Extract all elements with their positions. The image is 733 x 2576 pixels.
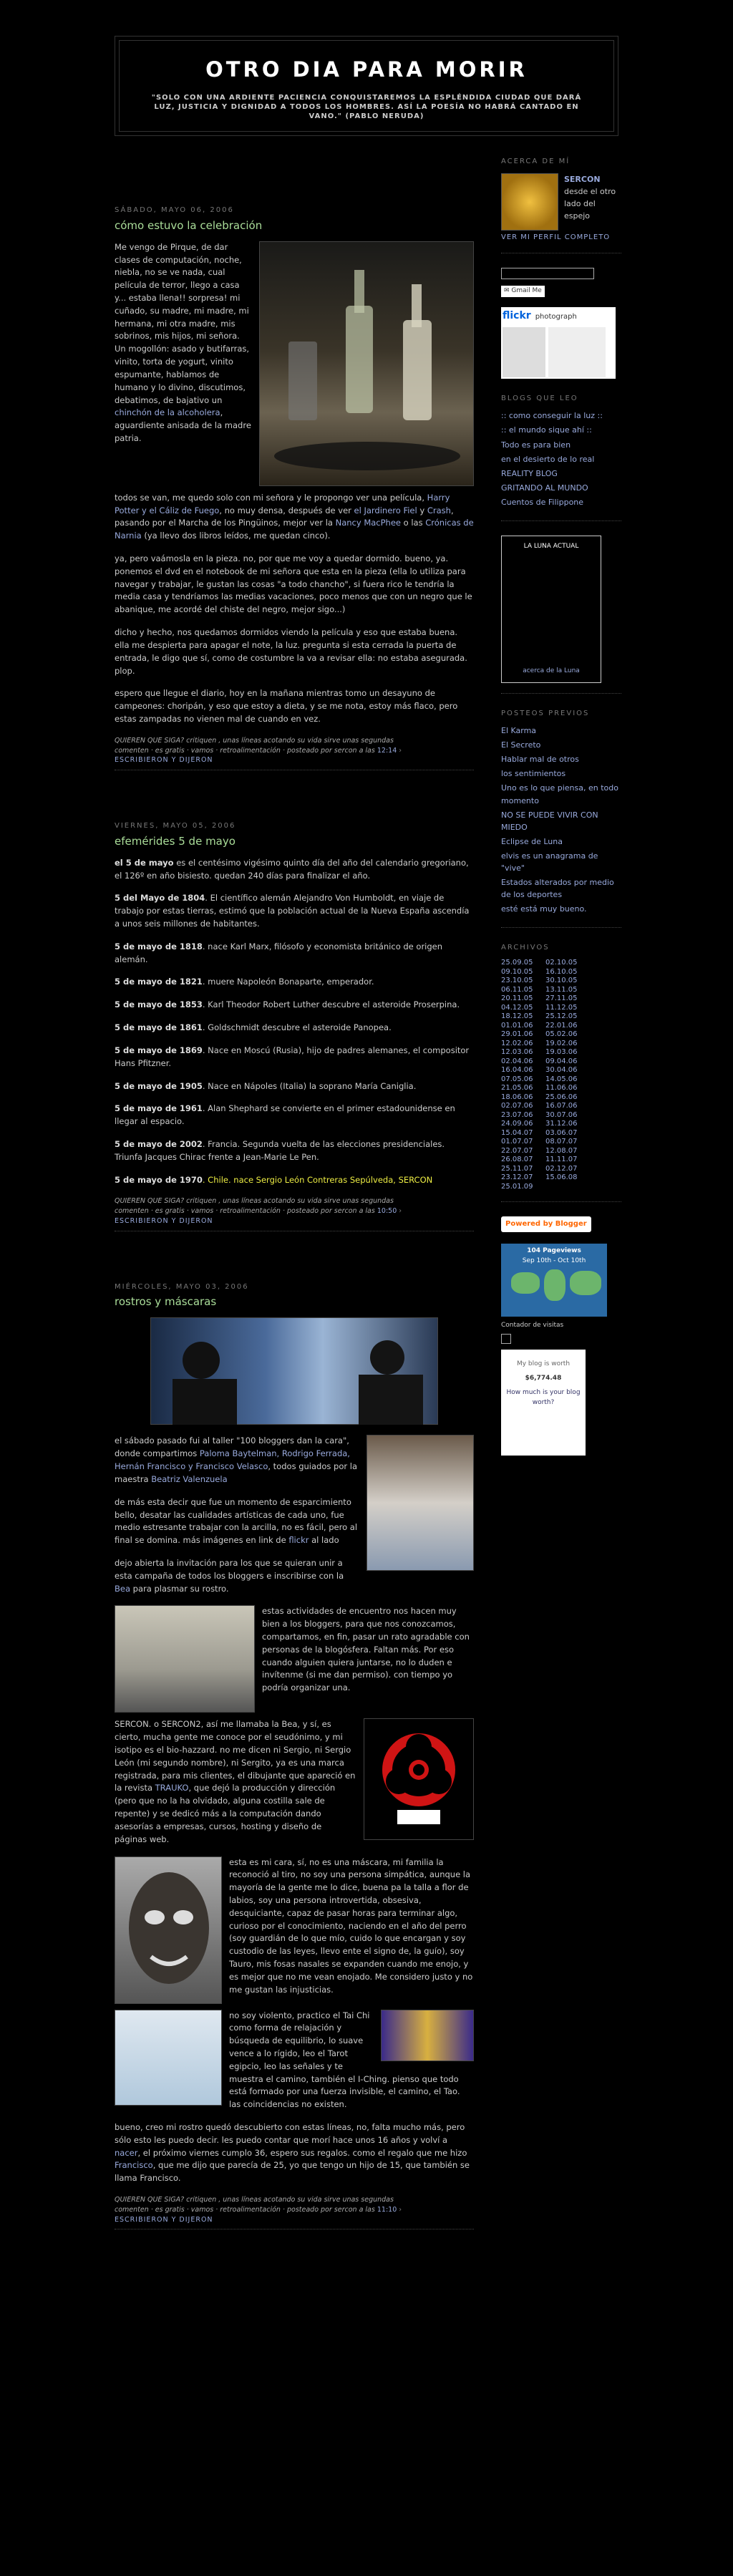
flickr-link[interactable]: flickr xyxy=(288,1535,309,1546)
archive-link[interactable]: 15.04.07 xyxy=(501,1128,533,1137)
archive-link[interactable]: 09.10.05 xyxy=(501,967,533,976)
post-link[interactable]: chinchón de la alcoholera xyxy=(115,407,220,418)
post-link[interactable]: Paloma Baytelman, Rodrigo Ferrada, Hernán Francisco y Francisco Velasco xyxy=(115,1448,350,1472)
post-footer-tags: comenten · es gratis · vamos · retroalimentación · posteado por sercon a las xyxy=(115,1207,375,1216)
sidebar xyxy=(501,156,621,1456)
post-body xyxy=(115,1317,474,2185)
post-paragraph: no soy violento, practico el Tai Chi como forma de relajación y búsqueda de equilibrio, lo suave vence a lo rígido, leo el Tarot egipcio, leo las señales y te muestra el camino, también el I-Ching. pienso que todo está formado por una fuerza invisible, el camino, el Tao. las coincidencias no existen. xyxy=(229,2010,460,2110)
ephemeris-text: . Nace en Nápoles (Italia) la soprano María Caniglia. xyxy=(202,1080,417,1091)
pageviews-count: 104 Pageviews xyxy=(527,1246,581,1254)
ephemeris-text: . Karl Theodor Robert Luther descubre el asteroide Proserpina. xyxy=(202,999,460,1010)
tarot-photo[interactable] xyxy=(381,2010,474,2061)
bloggers-photo[interactable] xyxy=(115,1605,255,1713)
post-paragraph: bueno, creo mi rostro quedó descubierto con estas líneas, no, falta mucho más, pero sólo esto les puedo decir. les puedo contar que morí hace unos 16 años y volví a xyxy=(115,2122,465,2145)
archive-link[interactable]: 02.04.06 xyxy=(501,1057,533,1065)
map-land xyxy=(570,1271,601,1295)
blogs-section xyxy=(501,393,621,521)
post-body xyxy=(115,241,474,726)
date-header: SÁBADO, MAYO 06, 2006 xyxy=(115,206,234,214)
ephemeris-text: . El científico alemán Alejandro Von Humboldt, en viaje de trabajo por estas tierras, estimó que la población actual de la Nueva España ascendía a unos seis millones de habitantes. xyxy=(115,893,470,929)
archive-link[interactable]: 02.10.05 xyxy=(545,959,578,967)
ephemeris-text: . Alan Shephard se convierte en el primer estadounidense en llegar al espacio. xyxy=(115,1103,455,1127)
blogs-list xyxy=(501,410,621,508)
post-time-link[interactable]: 10:50 xyxy=(377,1207,397,1216)
ephemeris-date: 5 de mayo de 1818 xyxy=(115,941,203,952)
post-footer: QUIEREN QUE SIGA? critiquen , unas líneas acotando su vida sirve unas segundas comenten · es gratis · vamos · retroalimentación · posteado por sercon a las 10:50 › ESCRIBIERON Y DIJERON xyxy=(115,1196,474,1231)
archive-link[interactable]: 03.06.07 xyxy=(545,1128,578,1137)
ephemeris-date: 5 de mayo de 1853 xyxy=(115,999,203,1010)
post-text: al lado xyxy=(311,1535,339,1546)
comments-link[interactable]: ESCRIBIERON Y DIJERON xyxy=(115,1216,213,1225)
post-title[interactable]: efemérides 5 de mayo xyxy=(115,834,236,848)
powered-by-blogger[interactable] xyxy=(501,1216,621,1232)
ephemeris-text: . nace Karl Marx, filósofo y economista británico de origen alemán. xyxy=(115,941,443,964)
post-text: , no muy densa, después de ver xyxy=(219,505,351,515)
widgets xyxy=(501,268,621,379)
comments-link[interactable]: ESCRIBIERON Y DIJERON xyxy=(115,756,213,765)
archive-link[interactable]: 16.07.06 xyxy=(545,1102,578,1110)
map-land xyxy=(511,1272,540,1294)
flickr-logo: flickr xyxy=(503,309,531,321)
post-link[interactable]: nacer xyxy=(115,2147,138,2158)
post-paragraph: Me vengo de Pirque, de dar clases de computación, noche, niebla, no se ve nada, cual película de terror, llego a casa y... estaba llena!! sorpresa! mi cuñado, su madre, mi madre, mi hermana, mi otra madre, mis sobrinos, mis hijos, mi señora. Un mogollón: asado y butifarras, vinito, torta de yogurt, vinito espumante, hablamos de humano y lo divino, discutimos, debatimos, de bajativo un xyxy=(115,241,250,405)
post-footer-line: QUIEREN QUE SIGA? critiquen , unas líneas acotando su vida sirve unas segundas xyxy=(115,1197,394,1206)
post-footer-tags: comenten · es gratis · vamos · retroalimentación · posteado por sercon a las xyxy=(115,746,375,755)
post-link[interactable]: Francisco xyxy=(115,2160,153,2171)
post-paragraph: estas actividades de encuentro nos hacen muy bien a los bloggers, para que nos conozcamos, compartamos, en fin, pasar un rato agradable con personas de la blogósfera. Faltan más. Por eso cuando alguien quiera juntarse, no lo duden e invítenme (si me dan permiso). con tiempo yo podría organizar una. xyxy=(262,1606,470,1693)
ephemeris-date: 5 de mayo de 1821 xyxy=(115,977,203,987)
archives-section xyxy=(501,942,621,1203)
blog-worth-link[interactable]: How much is your blog worth? xyxy=(506,1388,581,1406)
previous-post-link[interactable]: los sentimientos xyxy=(501,769,566,779)
previous-posts-list xyxy=(501,725,621,915)
post-footer-line: QUIEREN QUE SIGA? critiquen , unas líneas acotando su vida sirve unas segundas xyxy=(115,736,394,745)
moon-widget[interactable] xyxy=(501,536,601,683)
biohazard-icon xyxy=(376,1725,462,1833)
workshop-photo-art xyxy=(151,1317,437,1425)
post-text: , pasando por el Marcha de los Pingüinos, mejor ver la xyxy=(115,505,454,528)
blog-title[interactable]: OTRO DIA PARA MORIR xyxy=(205,57,528,82)
counter-label: Contador de visitas xyxy=(501,1321,564,1329)
archive-link[interactable]: 15.06.08 xyxy=(545,1173,578,1182)
archive-link[interactable]: 02.07.06 xyxy=(501,1102,533,1110)
post-link[interactable]: Nancy MacPhee xyxy=(335,518,401,528)
profile-name[interactable]: SERCON xyxy=(564,174,601,184)
archive-link[interactable]: 23.12.07 xyxy=(501,1173,533,1182)
archive-link[interactable]: 12.02.06 xyxy=(501,1039,533,1047)
flickr-badge[interactable] xyxy=(501,307,616,379)
archive-link[interactable]: 25.09.05 xyxy=(501,959,533,967)
archive-link[interactable]: 11.06.06 xyxy=(545,1084,578,1093)
ephemeris-date: 5 del Mayo de 1804 xyxy=(115,893,205,904)
archive-link[interactable]: 07.05.06 xyxy=(501,1075,533,1083)
ephemeris-text: es el centésimo vigésimo quinto día del año del calendario gregoriano, el 126º en año bisiesto. quedan 240 días para finalizar el año. xyxy=(115,857,469,881)
post xyxy=(115,205,474,770)
comments-link[interactable]: ESCRIBIERON Y DIJERON xyxy=(115,2215,213,2224)
ephemeris-text: . Nace en Moscú (Rusia), hijo de padres alemanes, el compositor Hans Pfitzner. xyxy=(115,1045,470,1068)
post-paragraph: de más esta decir que fue un momento de esparcimiento bello, desatar las cualidades artísticas de cada uno, fue medio estresante trabajar con la arcilla, no es fácil, pero al final se domina. más imágenes en link de xyxy=(115,1496,358,1546)
flickr-thumb[interactable] xyxy=(503,327,545,377)
previous-post-link[interactable]: esté está muy bueno. xyxy=(501,904,587,914)
post-footer: QUIEREN QUE SIGA? critiquen , unas líneas acotando su vida sirve unas segundas comenten · es gratis · vamos · retroalimentación · posteado por sercon a las 12:14 › ESCRIBIERON Y DIJERON xyxy=(115,736,474,770)
post-time-link[interactable]: 12:14 xyxy=(377,746,397,755)
archive-link[interactable]: 16.10.05 xyxy=(545,967,578,976)
archive-link[interactable]: 22.07.07 xyxy=(501,1146,533,1155)
ephemeris-date: 5 de mayo de 1869 xyxy=(115,1045,203,1055)
archive-link[interactable]: 18.06.06 xyxy=(501,1093,533,1101)
sercon-link[interactable]: SERCON xyxy=(398,1174,433,1185)
blogger-badge: Powered by Blogger xyxy=(501,1216,591,1232)
archive-link[interactable]: 11.11.07 xyxy=(545,1156,578,1164)
archive-link[interactable]: 09.04.06 xyxy=(545,1057,578,1065)
blog-description: "SOLO CON UNA ARDIENTE PACIENCIA CONQUISTAREMOS LA ESPLÉNDIDA CIUDAD QUE DARÁ LUZ, JUSTICIA Y DIGNIDAD A TODOS LOS HOMBRES. ASÍ LA POESÍA NO HABRÁ CANTADO EN VANO." (PABLO NERUDA) xyxy=(151,93,582,120)
archive-link[interactable]: 05.02.06 xyxy=(545,1030,578,1039)
moon-section xyxy=(501,536,621,694)
workshop-photo[interactable] xyxy=(150,1317,438,1425)
post-paragraph: SERCON. o SERCON2, así me llamaba la Bea, y sí, es cierto, mucha gente me conoce por el seudónimo, y mi isotipo es el bio-hazzard. no me dicen ni Sergio, ni Sergio León (mi segundo nombre), ni Sergito, ya es una marca registrada, para mis clientes, el dibujante que apareció en la revista xyxy=(115,1719,356,1793)
previous-post-link[interactable]: NO SE PUEDE VIVIR CON MIEDO xyxy=(501,810,598,832)
archive-link[interactable]: 20.11.05 xyxy=(501,994,533,1003)
ephemeris-date: 5 de mayo de 1970 xyxy=(115,1174,203,1185)
post-footer: QUIEREN QUE SIGA? critiquen , unas líneas acotando su vida sirve unas segundas comenten · es gratis · vamos · retroalimentación · posteado por sercon a las 11:10 › ESCRIBIERON Y DIJERON xyxy=(115,2195,474,2229)
post-paragraph: dicho y hecho, nos quedamos dormidos viendo la película y eso que estaba buena. ella me despierta para apagar el note, la luz. pregunta si esta cerrada la puerta de entrada, le digo que sí, como de costumbre la va a revisar ella: no estaba asegurada. plop. xyxy=(115,627,467,676)
map-land xyxy=(544,1269,565,1301)
ephemeris-date: 5 de mayo de 1861 xyxy=(115,1022,203,1033)
previous-post-link[interactable]: Hablar mal de otros xyxy=(501,755,579,765)
about-section xyxy=(501,156,621,253)
post-paragraph: el sábado pasado fui al taller "100 bloggers dan la cara", donde compartimos xyxy=(115,1435,349,1459)
ephemeris-text: . Francia. Segunda vuelta de las elecciones presidenciales. Triunfa Jacques Chirac frente a Jean-Marie Le Pen. xyxy=(115,1138,445,1162)
archive-link[interactable]: 25.01.09 xyxy=(501,1182,533,1191)
archive-link[interactable]: 13.11.05 xyxy=(545,985,578,994)
moon-link[interactable]: acerca de la Luna xyxy=(523,667,580,674)
blog-link[interactable]: REALITY BLOG xyxy=(501,468,558,478)
previous-post-link[interactable]: El Karma xyxy=(501,726,537,736)
archive-link[interactable]: 01.07.07 xyxy=(501,1138,533,1146)
previous-posts-section xyxy=(501,708,621,928)
archive-link[interactable]: 19.03.06 xyxy=(545,1048,578,1057)
flickr-sub: photograph xyxy=(535,312,577,321)
post-link[interactable]: Crónicas de Narnia xyxy=(115,518,474,541)
archive-link[interactable]: 25.11.07 xyxy=(501,1164,533,1173)
post-text: , todos guiados por la maestra xyxy=(115,1461,357,1484)
profile-description: desde el otro lado del espejo xyxy=(564,186,616,221)
avatar[interactable] xyxy=(501,173,558,231)
ephemeris-date: 5 de mayo de 2002 xyxy=(115,1138,203,1149)
ephemeris-date: el 5 de mayo xyxy=(115,857,174,868)
ephemeris-date: 5 de mayo de 1961 xyxy=(115,1103,203,1114)
post-title[interactable]: cómo estuvo la celebración xyxy=(115,218,263,232)
main-column xyxy=(115,205,474,2280)
post-text: , el próximo viernes cumplo 36, espero sus regalos. como el regalo que me hizo xyxy=(137,2147,467,2158)
post-time-link[interactable]: 11:10 xyxy=(377,2205,397,2214)
post-paragraph: dejo abierta la invitación para los que se quieran unir a esta campaña de todos los bloggers e inscribirse con la xyxy=(115,1557,344,1581)
archive-link[interactable]: 21.05.06 xyxy=(501,1084,533,1093)
archive-link[interactable]: 24.09.06 xyxy=(501,1120,533,1128)
post-link[interactable]: Bea xyxy=(115,1583,131,1594)
previous-post-link[interactable]: Estados alterados por medio de los deportes xyxy=(501,877,614,899)
ephemeris-text: . Chile. nace Sergio León Contreras Sepúlveda, xyxy=(202,1174,396,1185)
archive-link[interactable]: 31.12.06 xyxy=(545,1120,578,1128)
blogs-heading: BLOGS QUE LEO xyxy=(501,394,578,402)
previous-post-link[interactable]: El Secreto xyxy=(501,740,541,750)
post xyxy=(115,820,474,1231)
blog-link[interactable]: :: como conseguir la luz :: xyxy=(501,411,603,421)
post-link[interactable]: Crash xyxy=(427,505,451,515)
archive-link[interactable]: 14.05.06 xyxy=(545,1075,578,1083)
blog-link[interactable]: Todo es para bien xyxy=(501,440,571,450)
archive-grid xyxy=(501,959,587,1191)
previous-post-link[interactable]: Uno es lo que piensa, en todo momento xyxy=(501,783,618,805)
blog-link[interactable]: Cuentos de Filippone xyxy=(501,497,584,507)
archive-link[interactable]: 11.12.05 xyxy=(545,1003,578,1012)
ephemeris-text: . Goldschmidt descubre el asteroide Panopea. xyxy=(202,1022,392,1033)
gmail-label: Gmail Me xyxy=(511,287,542,294)
post-paragraph: esta es mi cara, sí, no es una máscara, mi familia la reconoció al tiro, no soy una persona simpática, aunque la mayoría de la gente me lo dice, buena pa la talla a flor de labios, soy una persona introvertida, obsesiva, desquiciante, capaz de pasar horas para terminar algo, curioso por el conocimiento, naciendo en el año del perro (soy guardián de lo que mío, cuido lo que encargan y soy custodio de las leyes, llevo ente el signo de, la guío), soy Tauro, mis fosas nasales se expanden cuando me enojo, y es mejor que no me vean enojado. Me considero justo y no me gustan las injusticias. xyxy=(229,1856,473,1995)
moon-title: LA LUNA ACTUAL xyxy=(523,542,579,550)
archive-link[interactable]: 02.12.07 xyxy=(545,1164,578,1173)
post-footer-line: QUIEREN QUE SIGA? critiquen , unas líneas acotando su vida sirve unas segundas xyxy=(115,2196,394,2204)
archive-link[interactable]: 18.12.05 xyxy=(501,1012,533,1021)
gmail-button[interactable]: ✉ Gmail Me xyxy=(501,286,545,297)
archive-link[interactable]: 23.07.06 xyxy=(501,1110,533,1119)
previous-post-link[interactable]: elvis es un anagrama de "vive" xyxy=(501,851,598,873)
post-text: y xyxy=(419,505,425,515)
archive-link[interactable]: 08.07.07 xyxy=(545,1138,578,1146)
mask-photo[interactable] xyxy=(115,1856,222,2004)
blog-header xyxy=(119,40,614,132)
blog-worth-title: My blog is worth xyxy=(516,1360,571,1367)
post-text: , que me dijo que parecía de 25, yo que tengo un hijo de 15, que también se llama Francisco. xyxy=(115,2160,470,2184)
post-title[interactable]: rostros y máscaras xyxy=(115,1295,217,1309)
trauko-link[interactable]: TRAUKO xyxy=(155,1783,189,1793)
widget-box xyxy=(501,268,594,279)
flickr-thumb[interactable] xyxy=(548,327,606,377)
mask-photo-art xyxy=(115,1856,221,2004)
archive-link[interactable]: 27.11.05 xyxy=(545,994,578,1003)
archive-link[interactable]: 12.08.07 xyxy=(545,1146,578,1155)
previous-heading: POSTEOS PREVIOS xyxy=(501,709,590,717)
bottles-photo-art xyxy=(260,241,473,486)
blog-link[interactable]: GRITANDO AL MUNDO xyxy=(501,483,588,493)
archive-link[interactable]: 25.06.06 xyxy=(545,1093,578,1101)
archive-link[interactable]: 16.04.06 xyxy=(501,1066,533,1075)
view-profile-link[interactable]: VER MI PERFIL COMPLETO xyxy=(501,233,611,241)
archive-link[interactable]: 06.11.05 xyxy=(501,985,533,994)
counter-box xyxy=(501,1334,511,1344)
date-header: MIÉRCOLES, MAYO 03, 2006 xyxy=(115,1282,249,1291)
about-heading: ACERCA DE MÍ xyxy=(501,158,571,165)
post-link[interactable]: el Jardinero Fiel xyxy=(354,505,417,515)
biohazard-logo[interactable] xyxy=(364,1718,474,1840)
archive-link[interactable]: 25.12.05 xyxy=(545,1012,578,1021)
post-text: , que dejó la producción y dirección (pero que no la ha olvidado, alguna costilla sale de repente) y se dedicó más a la computación dando asesorías a empresas, cursos, hosting y diseño de páginas web. xyxy=(115,1783,336,1844)
post-footer-tags: comenten · es gratis · vamos · retroalimentación · posteado por sercon a las xyxy=(115,2205,375,2214)
archives-heading: ARCHIVOS xyxy=(501,943,550,952)
pageviews-dates: Sep 10th - Oct 10th xyxy=(522,1256,586,1264)
blog-link[interactable]: :: el mundo sique ahí :: xyxy=(501,425,592,435)
archive-link[interactable]: 04.12.05 xyxy=(501,1003,533,1012)
post-text: (ya llevo dos libros leídos, me quedan cinco). xyxy=(144,531,331,541)
post xyxy=(115,1282,474,2230)
archive-link[interactable]: 12.03.06 xyxy=(501,1048,533,1057)
pageviews-map[interactable] xyxy=(501,1244,607,1317)
previous-post-link[interactable]: Eclipse de Luna xyxy=(501,836,563,846)
archive-link[interactable]: 26.08.07 xyxy=(501,1156,533,1164)
post-body xyxy=(115,857,474,1187)
post-paragraph: ya, pero vaámosla en la pieza. no, por que me voy a quedar dormido. bueno, ya. ponemos el dvd en el notebook de mi señora que esta en la pieza (ella lo utiliza para navegar y trabajar, le gustan las cosas "a todo chancho", si fuera rico le tendría la media casa y tendríamos las medias vacaciones, poco menos que con un negro que le abanique, me acordé del chiste del negro, mejor sigo...) xyxy=(115,553,472,615)
blog-worth-widget[interactable] xyxy=(501,1350,586,1456)
post-link[interactable]: Harry Potter y el Cáliz de Fuego xyxy=(115,492,450,515)
post-text: o las xyxy=(403,518,423,528)
post-paragraph: espero que llegue el diario, hoy en la mañana mientras tomo un desayuno de campeones: choripán, y eso que estoy a dieta, y se me nota, estoy más flaco, pero estas zampadas no vienen mal de cuando en vez. xyxy=(115,688,458,724)
archive-link[interactable]: 30.07.06 xyxy=(545,1110,578,1119)
bottles-photo[interactable] xyxy=(259,241,474,486)
clay-photo[interactable] xyxy=(366,1435,474,1571)
post-paragraph: todos se van, me quedo solo con mi señora y le propongo ver una película, xyxy=(115,492,425,503)
archive-link[interactable]: 23.10.05 xyxy=(501,977,533,985)
post-link[interactable]: Beatriz Valenzuela xyxy=(151,1473,228,1484)
archive-link[interactable]: 19.02.06 xyxy=(545,1039,578,1047)
archive-link[interactable]: 22.01.06 xyxy=(545,1021,578,1030)
post-text: para plasmar su rostro. xyxy=(132,1583,229,1594)
date-header: VIERNES, MAYO 05, 2006 xyxy=(115,822,236,831)
archive-link[interactable]: 29.01.06 xyxy=(501,1030,533,1039)
ephemeris-text: . muere Napoleón Bonaparte, emperador. xyxy=(202,977,374,987)
taichi-photo[interactable] xyxy=(115,2010,222,2106)
archive-link[interactable]: 30.10.05 xyxy=(545,977,578,985)
ephemeris-date: 5 de mayo de 1905 xyxy=(115,1080,203,1091)
archive-link[interactable]: 30.04.06 xyxy=(545,1066,578,1075)
post-paragraph-end: , aguardiente anisada de la madre patria. xyxy=(115,407,251,443)
blog-worth-value: $6,774.48 xyxy=(525,1374,562,1382)
blog-link[interactable]: en el desierto de lo real xyxy=(501,454,595,464)
archive-link[interactable]: 01.01.06 xyxy=(501,1021,533,1030)
